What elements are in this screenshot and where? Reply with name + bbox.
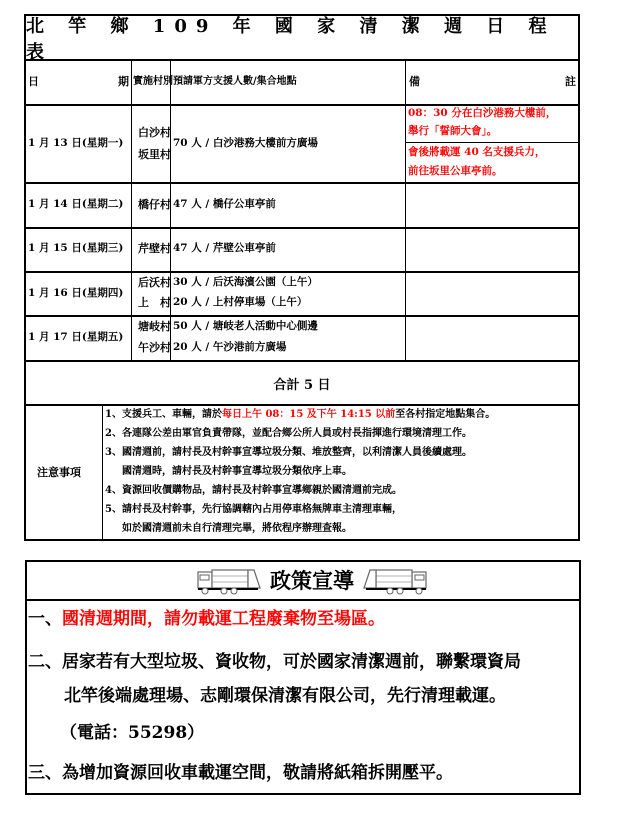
note-item: 如於國清週前未自行清理完畢，將依程序辦理查報。 [122, 523, 352, 534]
table-border-right [578, 14, 580, 541]
header-support: 預請軍方支援人數/集合地點 [173, 76, 297, 87]
policy-title-cell [262, 563, 362, 597]
policy-item-text: 國清週期間，請勿載運工程廢棄物至場區。 [62, 609, 385, 629]
row-support: 50 人 / 塘岐老人活動中心側邊 [173, 320, 318, 332]
note-text: 至各村指定地點集合。 [395, 409, 496, 420]
table-divider [24, 404, 580, 406]
note-text: 1、支援兵工、車輛，請於 [105, 409, 222, 420]
row-support: 20 人 / 午沙港前方廣場 [173, 341, 287, 353]
column-divider [131, 59, 132, 360]
note-item: 3、國清週前，請村長及村幹事宣導垃圾分類、堆放整齊，以利清潔人員後續處理。 [105, 447, 472, 458]
row-village: 坂里村 [138, 148, 171, 161]
table-divider [24, 227, 580, 229]
table-border-bottom [24, 539, 580, 541]
header-remark-left: 備 [409, 75, 420, 88]
row-date: 1 月 13 日(星期一) [28, 137, 124, 149]
table-divider [24, 271, 580, 273]
row-date: 1 月 14 日(星期二) [28, 198, 124, 210]
row-remark: 08：30 分在白沙港務大樓前， [408, 107, 557, 119]
note-item: 國清週時，請村長及村幹事宣導垃圾分類依序上車。 [122, 466, 352, 477]
row-village: 上 村 [138, 296, 171, 309]
row-village: 后沃村 [138, 276, 171, 289]
notes-label: 注意事項 [37, 466, 81, 479]
policy-item: 二、居家若有大型垃圾、資收物，可於國家清潔週前，聯繫環資局 [28, 652, 521, 672]
row-village: 白沙村 [138, 126, 171, 139]
policy-border-right [579, 560, 581, 795]
garbage-truck-icon [196, 566, 262, 596]
schedule-title-cell [26, 15, 578, 63]
policy-title: 政策宣導 [270, 568, 354, 593]
policy-item [28, 609, 385, 629]
note-item: 4、資源回收價購物品，請村長及村幹事宣導鄉親於國清週前完成。 [105, 485, 402, 496]
policy-item-continuation: 北竿後端處理場、志剛環保清潔有限公司，先行清理載運。 [64, 686, 506, 706]
row-village: 午沙村 [138, 341, 171, 354]
row-support: 47 人 / 橋仔公車亭前 [173, 198, 276, 210]
row-village: 塘岐村 [138, 320, 171, 333]
remark-divider [405, 142, 578, 143]
row-village: 橋仔村 [138, 198, 171, 211]
row-date: 1 月 17 日(星期五) [28, 331, 124, 343]
policy-divider [25, 599, 581, 601]
table-border-left [24, 14, 26, 541]
policy-item-number: 一、 [28, 609, 62, 629]
header-village: 實施村別 [133, 76, 173, 87]
policy-border-left [25, 560, 27, 795]
policy-item: 三、為增加資源回收車載運空間，敬請將紙箱拆開壓平。 [28, 763, 453, 783]
note-item: 5、請村長及村幹事，先行協調轄內占用停車格無牌車主清理車輛， [105, 504, 402, 515]
total-cell [26, 362, 578, 404]
garbage-truck-icon [362, 566, 428, 596]
row-support: 47 人 / 芹壁公車亭前 [173, 242, 276, 254]
table-divider [24, 104, 580, 106]
note-highlight: 每日上午 08：15 及下午 14:15 以前 [221, 409, 396, 420]
policy-item-phone: （電話：55298） [60, 723, 205, 743]
row-remark: 前往坂里公車亭前。 [408, 165, 503, 177]
table-divider [24, 315, 580, 317]
row-support: 70 人 / 白沙港務大樓前方廣場 [173, 137, 318, 149]
policy-border-top [25, 560, 581, 562]
row-support: 30 人 / 后沃海濱公園（上午） [173, 276, 318, 288]
row-date: 1 月 16 日(星期四) [28, 287, 124, 299]
row-support: 20 人 / 上村停車場（上午） [173, 296, 308, 308]
header-remark-right: 註 [565, 75, 576, 88]
table-divider [24, 182, 580, 184]
row-date: 1 月 15 日(星期三) [28, 242, 124, 254]
header-date-left: 日 [28, 75, 39, 88]
schedule-title: 北 竿 鄉 109 年 國 家 清 潔 週 日 程 表 [26, 15, 556, 63]
notes-divider [102, 404, 103, 540]
note-item: 2、各連隊公差由軍官負責帶隊，並配合鄉公所人員或村長指揮進行環境清理工作。 [105, 428, 472, 439]
note-item [105, 408, 495, 421]
row-remark: 會後將載運 40 名支援兵力， [408, 146, 546, 158]
column-divider [405, 59, 406, 360]
row-village: 芹壁村 [138, 242, 171, 255]
policy-border-bottom [25, 793, 581, 795]
total-days: 合計 5 日 [273, 377, 331, 393]
header-date-right: 期 [118, 75, 129, 88]
row-remark: 舉行「誓師大會」。 [408, 125, 498, 137]
